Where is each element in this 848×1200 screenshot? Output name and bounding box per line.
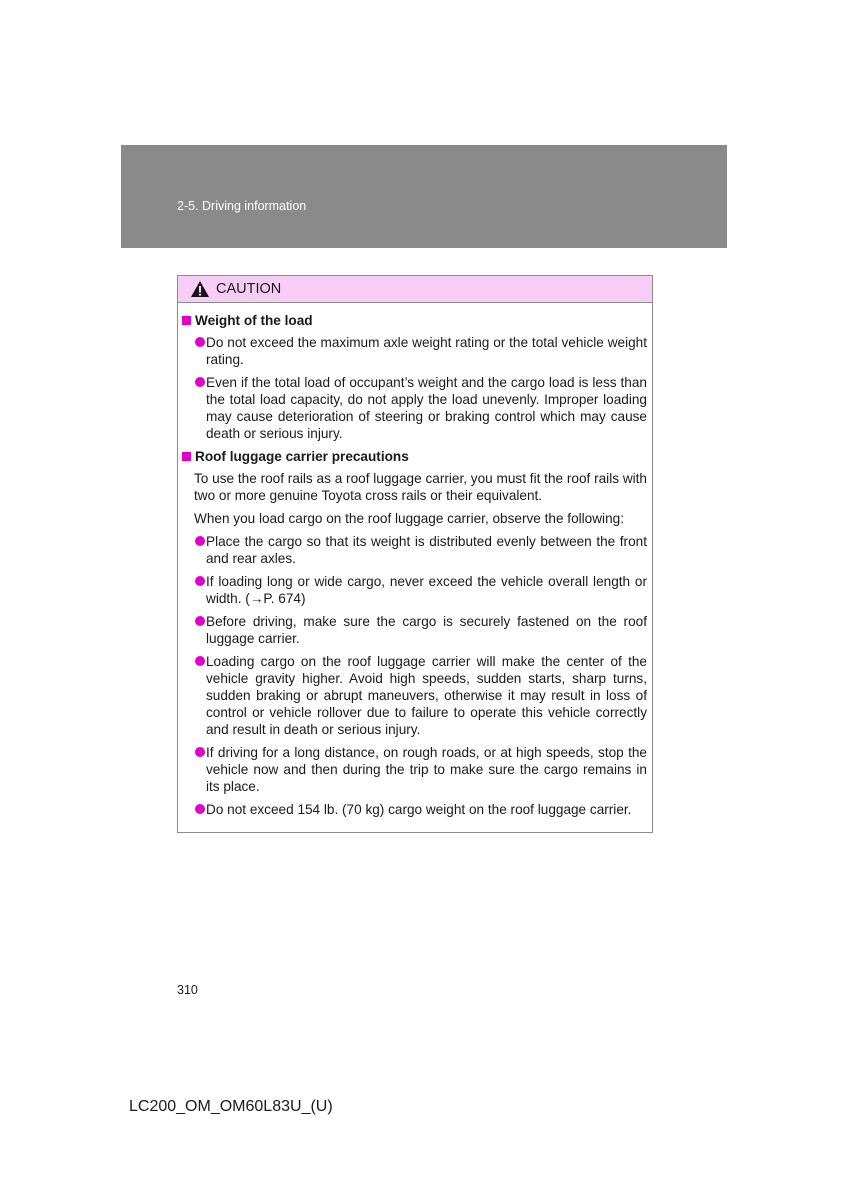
caution-header	[178, 276, 652, 303]
section-label: 2-5. Driving information	[177, 199, 307, 213]
list-item	[182, 653, 647, 738]
warning-triangle-icon	[190, 280, 210, 298]
bullet-dot-icon	[195, 747, 205, 757]
list-item	[182, 613, 647, 647]
document-code: LC200_OM_OM60L83U_(U)	[129, 1098, 333, 1115]
roof-observe-paragraph: When you load cargo on the roof luggage carrier, observe the following:	[194, 511, 624, 526]
list-item-text: If driving for a long distance, on rough roads, or at high speeds, stop the vehicle now and then during the trip to make sure the cargo remains in its place.	[206, 745, 647, 794]
bullet-dot-icon	[195, 377, 205, 387]
caution-box	[177, 275, 653, 833]
list-item	[182, 533, 647, 567]
list-item	[182, 334, 647, 368]
square-bullet-icon	[182, 452, 191, 461]
bullet-dot-icon	[195, 536, 205, 546]
bullet-dot-icon	[195, 656, 205, 666]
list-item	[182, 573, 647, 607]
bullet-dot-icon	[195, 576, 205, 586]
list-item	[182, 801, 647, 818]
weight-section-title: Weight of the load	[195, 313, 313, 328]
bullet-dot-icon	[195, 616, 205, 626]
list-item-text: Before driving, make sure the cargo is securely fastened on the roof luggage carrier.	[206, 614, 647, 646]
caution-body	[178, 303, 652, 818]
square-bullet-icon	[182, 316, 191, 325]
roof-section-title: Roof luggage carrier precautions	[195, 449, 409, 464]
list-item-text: Place the cargo so that its weight is distributed evenly between the front and rear axles.	[206, 534, 647, 566]
roof-section-heading	[182, 448, 647, 465]
list-item-text: Do not exceed 154 lb. (70 kg) cargo weight on the roof luggage carrier.	[206, 802, 632, 817]
weight-section-heading	[182, 312, 647, 329]
bullet-dot-icon	[195, 337, 205, 347]
list-item-text: Even if the total load of occupant’s weight and the cargo load is less than the total load capacity, do not apply the load unevenly. Improper loading may cause deterioration of steering or braking control which may cause death or serious injury.	[206, 375, 647, 441]
list-item	[182, 374, 647, 442]
page-number: 310	[177, 983, 198, 997]
caution-label: CAUTION	[216, 280, 282, 297]
list-item-text: Loading cargo on the roof luggage carrier will make the center of the vehicle gravity higher. Avoid high speeds, sudden starts, sharp turns, sudden braking or abrupt maneuvers, otherwise it may result in loss of control or vehicle rollover due to failure to operate this vehicle correctly and result in death or serious injury.	[206, 654, 647, 737]
list-item	[182, 744, 647, 795]
roof-intro-paragraph: To use the roof rails as a roof luggage carrier, you must fit the roof rails with two or more genuine Toyota cross rails or their equivalent.	[194, 471, 647, 503]
list-item-text: Do not exceed the maximum axle weight rating or the total vehicle weight rating.	[206, 335, 647, 367]
section-header-band	[121, 145, 727, 248]
bullet-dot-icon	[195, 804, 205, 814]
list-item-text: If loading long or wide cargo, never exceed the vehicle overall length or width. (→P. 674)	[206, 574, 647, 606]
